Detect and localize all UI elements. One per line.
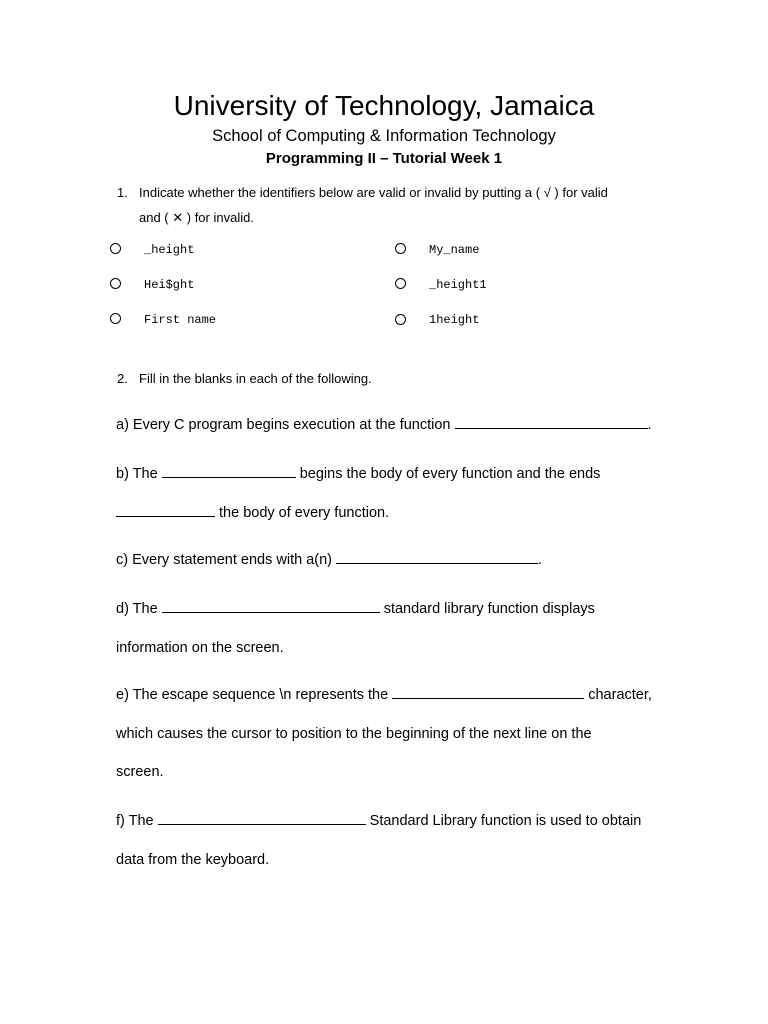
question-1-text bbox=[139, 181, 679, 230]
school-name: School of Computing & Information Technology bbox=[212, 127, 556, 145]
blank-field[interactable] bbox=[116, 502, 215, 517]
blank-field[interactable] bbox=[336, 549, 538, 564]
course-title: Programming II – Tutorial Week 1 bbox=[265, 150, 503, 167]
question-1-line-1: Indicate whether the identifiers below are valid or invalid by putting a ( √ ) for valid bbox=[139, 185, 608, 200]
item-c: c) Every statement ends with a(n) . bbox=[116, 541, 676, 580]
item-a: a) Every C program begins execution at the function . bbox=[116, 406, 676, 445]
option-label: _height bbox=[144, 243, 195, 257]
question-2-text: Fill in the blanks in each of the following. bbox=[139, 371, 372, 386]
option-label: Hei$ght bbox=[144, 278, 195, 292]
blank-field[interactable] bbox=[392, 684, 584, 699]
radio-button[interactable] bbox=[395, 278, 406, 289]
option-label: 1height bbox=[429, 313, 480, 327]
option-label: _height1 bbox=[429, 278, 487, 292]
item-e: e) The escape sequence \n represents the character, which causes the cursor to position to the beginning of the next line on the screen. bbox=[116, 676, 676, 792]
question-2-number: 2. bbox=[117, 371, 128, 386]
document-title: University of Technology, Jamaica bbox=[173, 90, 595, 121]
radio-button[interactable] bbox=[395, 314, 406, 325]
question-1-number: 1. bbox=[117, 185, 128, 200]
option-label: My_name bbox=[429, 243, 480, 257]
question-1-line-2: and ( ✕ ) for invalid. bbox=[139, 209, 254, 225]
item-f: f) The Standard Library function is used to obtain data from the keyboard. bbox=[116, 802, 676, 879]
option-label: First name bbox=[144, 313, 217, 327]
item-d: d) The standard library function displays information on the screen. bbox=[116, 590, 676, 667]
blank-field[interactable] bbox=[455, 414, 648, 429]
blank-field[interactable] bbox=[162, 598, 380, 613]
radio-button[interactable] bbox=[110, 243, 121, 254]
blank-field[interactable] bbox=[162, 463, 296, 478]
blank-field[interactable] bbox=[158, 810, 366, 825]
item-b: b) The begins the body of every function and the ends the body of every function. bbox=[116, 455, 676, 532]
radio-button[interactable] bbox=[395, 243, 406, 254]
radio-button[interactable] bbox=[110, 278, 121, 289]
radio-button[interactable] bbox=[110, 313, 121, 324]
